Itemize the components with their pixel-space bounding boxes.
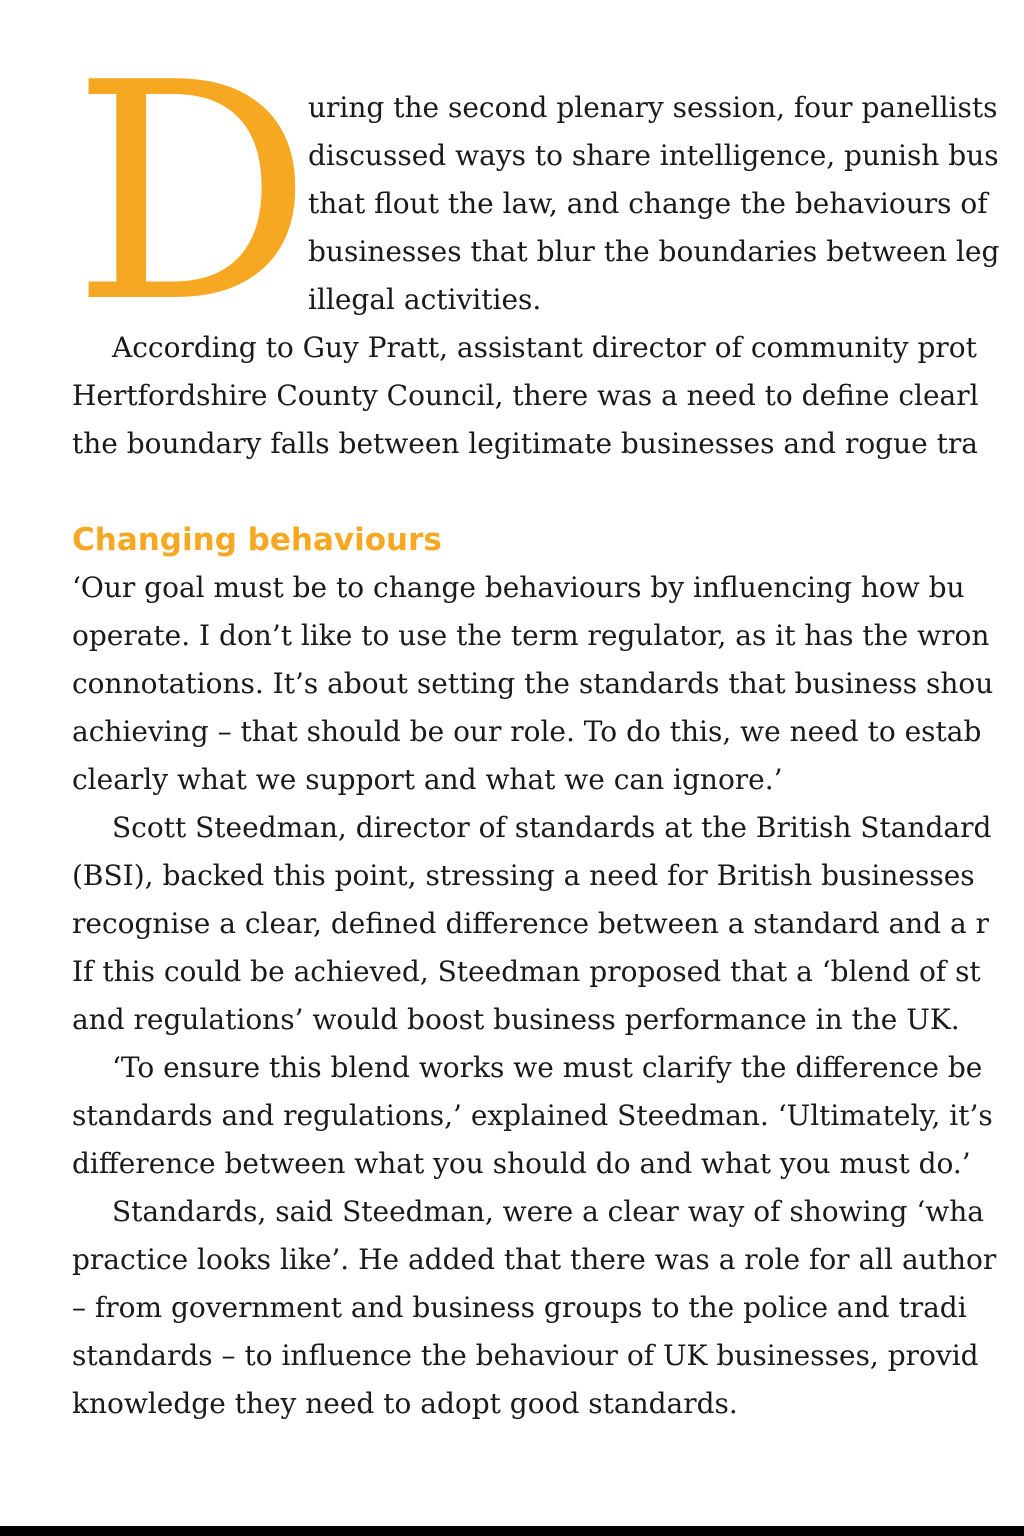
paragraph-line: knowledge they need to adopt good standards. <box>72 1387 738 1420</box>
section-heading: Changing behaviours <box>72 522 442 558</box>
paragraph-line: clearly what we support and what we can ignore.’ <box>72 763 783 796</box>
bottom-rule <box>0 1526 1024 1536</box>
paragraph-line: and regulations’ would boost business performance in the UK. <box>72 1003 960 1036</box>
intro-line: discussed ways to share intelligence, punish bus <box>308 139 999 172</box>
paragraph-line: Scott Steedman, director of standards at the British Standard <box>112 811 992 844</box>
intro-line: that flout the law, and change the behaviours of <box>308 187 988 220</box>
paragraph-line: If this could be achieved, Steedman proposed that a ‘blend of st <box>72 955 981 988</box>
paragraph-line: According to Guy Pratt, assistant director of community prot <box>112 331 977 364</box>
paragraph-line: Hertfordshire County Council, there was a need to define clearl <box>72 379 979 412</box>
paragraph-line: operate. I don’t like to use the term regulator, as it has the wron <box>72 619 990 652</box>
paragraph-line: standards – to influence the behaviour of UK businesses, provid <box>72 1339 979 1372</box>
paragraph-line: difference between what you should do and what you must do.’ <box>72 1147 971 1180</box>
paragraph-line: connotations. It’s about setting the standards that business shou <box>72 667 994 700</box>
paragraph-line: – from government and business groups to the police and tradi <box>72 1291 967 1324</box>
paragraph-blend <box>72 1044 1024 1188</box>
paragraph-line: ‘Our goal must be to change behaviours by influencing how bu <box>72 571 965 604</box>
paragraph-standards <box>72 1188 1024 1428</box>
paragraph-line: (BSI), backed this point, stressing a need for British businesses <box>72 859 975 892</box>
intro-line: businesses that blur the boundaries between leg <box>308 235 1000 268</box>
paragraph-scott-steedman <box>72 804 1024 1044</box>
paragraph-line: recognise a clear, defined difference between a standard and a r <box>72 907 990 940</box>
paragraph-line: ‘To ensure this blend works we must clarify the difference be <box>112 1051 983 1084</box>
paragraph-quote-goal <box>72 564 1024 804</box>
article-body <box>72 19 1024 1428</box>
drop-cap: D <box>72 19 309 368</box>
paragraph-line: achieving – that should be our role. To do this, we need to estab <box>72 715 982 748</box>
paragraph-line: the boundary falls between legitimate businesses and rogue tra <box>72 427 978 460</box>
paragraph-line: practice looks like’. He added that there was a role for all author <box>72 1243 997 1276</box>
paragraph-line: Standards, said Steedman, were a clear way of showing ‘wha <box>112 1195 984 1228</box>
paragraph-line: standards and regulations,’ explained Steedman. ‘Ultimately, it’s <box>72 1099 993 1132</box>
intro-line: illegal activities. <box>308 283 542 316</box>
intro-line: uring the second plenary session, four panellists <box>308 91 998 124</box>
